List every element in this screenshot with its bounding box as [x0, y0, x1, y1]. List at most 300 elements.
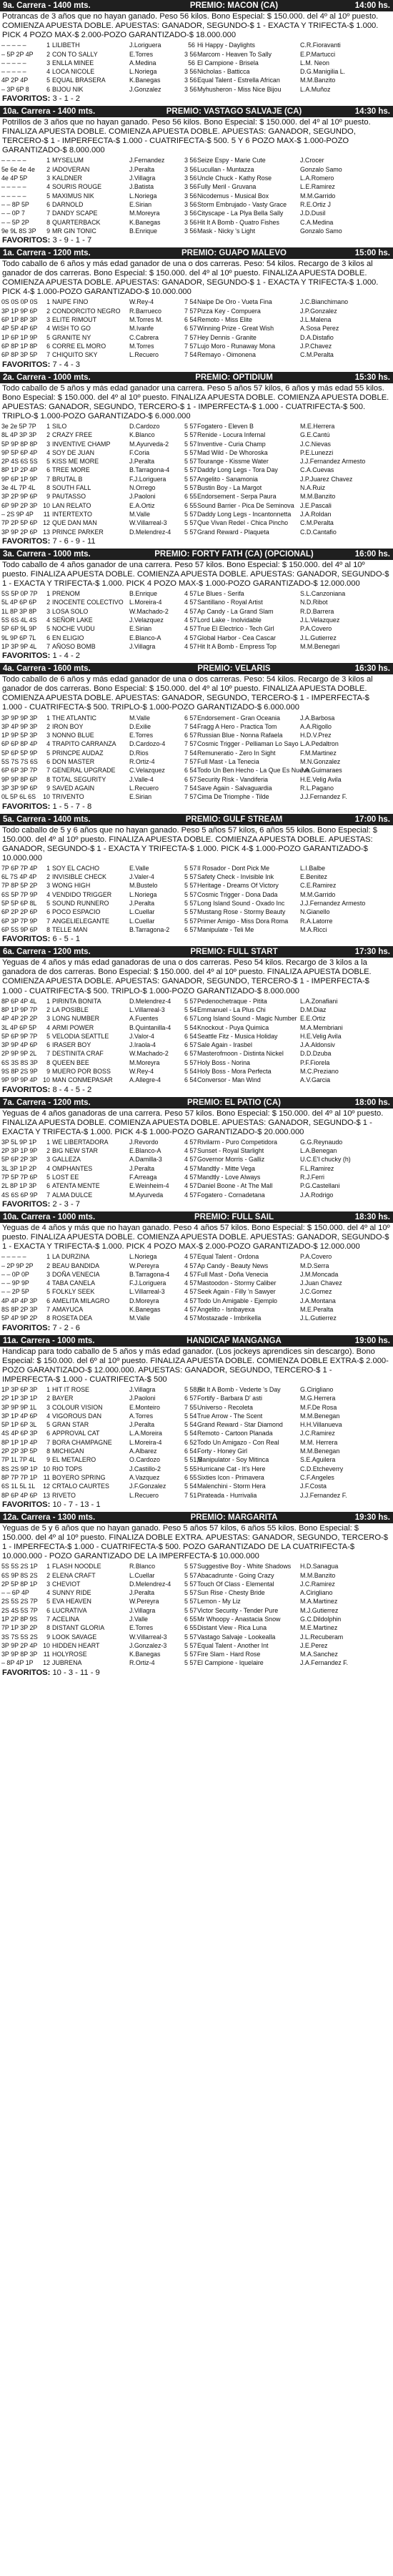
trainer: N.Gianello [300, 908, 330, 916]
age-weight: 5 57 [184, 1641, 197, 1649]
horse-name: ENLLA MINEE [52, 59, 94, 67]
trainer: Gonzalo Samo [300, 165, 342, 173]
favorites-label: FAVORITOS: [2, 1199, 51, 1209]
saddle-number: 9 [46, 784, 50, 792]
recent-form: 8S 2S 9P 1P [1, 1465, 38, 1473]
trainer: H.E.Velig Avila [300, 1032, 342, 1040]
saddle-number: 4 [46, 1279, 50, 1287]
table-row [0, 1270, 393, 1279]
saddle-number: 4 [46, 325, 50, 333]
age-weight: 4 57 [184, 1314, 197, 1322]
recent-form: 2P 9P 9P 2L [1, 1050, 37, 1058]
table-row [0, 1146, 393, 1155]
sire-dam: Full Mast - Doña Venecia [197, 1270, 269, 1278]
sire-dam: Lujo Moro - Runaway Mona [197, 342, 276, 350]
race-time: 16:00 hs. [354, 549, 390, 559]
saddle-number: 5 [46, 192, 50, 200]
trainer: F.M.Martinez [300, 749, 337, 757]
trainer: D.A.Distafio [300, 333, 334, 341]
race-header [0, 1512, 393, 1523]
recent-form: 4S 4P 6P 3P [1, 1430, 38, 1437]
trainer: S.L.Canzoniana [300, 590, 346, 598]
table-row [0, 1155, 393, 1164]
sire-dam: Touch Of Class - Elemental [197, 1580, 274, 1588]
recent-form: 5P 6P 2P 3P [1, 1156, 38, 1164]
favorites-value: 7 - 2 - 6 [52, 1323, 81, 1332]
race-block [0, 814, 393, 947]
table-row [0, 1606, 393, 1615]
table-row [0, 634, 393, 642]
sire-dam: Remayo - Oimonena [197, 351, 256, 359]
saddle-number: 5 [46, 458, 50, 466]
recent-form: 5S 5S 2S 1P [1, 1563, 38, 1570]
age-weight: 3 56 [184, 210, 197, 217]
age-weight: 6 55 [184, 501, 197, 509]
recent-form: 5S 6S 4L 4S [1, 616, 37, 624]
age-weight: 5 57 [184, 908, 197, 916]
sire-dam: Ap Candy - La Grand Slam [197, 607, 274, 615]
jockey: B.Tarragona-4 [129, 466, 170, 474]
horse-name: MYSELUM [52, 157, 84, 164]
table-row [0, 1181, 393, 1190]
jockey: M.Valle [129, 510, 150, 518]
sire-dam: El Campione - Brisela [197, 59, 259, 67]
saddle-number: 7 [46, 1050, 50, 1058]
table-row [0, 1076, 393, 1084]
race-time: 14:30 hs. [354, 107, 390, 117]
jockey: M.Ivanfe [129, 325, 154, 333]
trainer: M.M. Herrera [300, 1438, 338, 1446]
age-weight: 4 57 [184, 607, 197, 615]
sire-dam: Sale Again - Irasbel [197, 1041, 252, 1049]
race-premio: PREMIO: EL PATIO (CA) [187, 1098, 281, 1107]
jockey: R.Ortiz-4 [129, 1659, 155, 1667]
jockey: W.Villarreal-3 [129, 1633, 167, 1641]
horse-name: MICHIGAN [52, 1447, 84, 1455]
jockey: D.Melendrez-4 [129, 1580, 171, 1588]
sire-dam: Mr Whoopy - Anastacia Snow [197, 1616, 281, 1623]
trainer: E.P.Martucci [300, 50, 336, 58]
race-premio: PREMIO: FULL START [190, 948, 278, 957]
horse-name: DESTINITA CRAF [52, 1050, 104, 1058]
sire-dam: Manipulator - Soy Mitinca [197, 1456, 269, 1464]
horse-name: SEÑOR LAKE [52, 616, 93, 624]
jockey: A.Medina [129, 59, 156, 67]
sire-dam: Que Vivan Redel - Chica Pincho [197, 519, 289, 527]
saddle-number: 2 [46, 599, 50, 606]
recent-form: 8L 4P 3P 3P [1, 431, 37, 439]
saddle-number: 10 [43, 1465, 50, 1473]
sire-dam: Winning Prize - Great Wish [197, 325, 274, 333]
jockey: J.Peralta [129, 1164, 155, 1172]
jockey: E.Blanco-A [129, 1147, 161, 1155]
horse-name: TOTAL SEGURITY [52, 775, 106, 783]
sire-dam: Long Island Sound - Oxado Inc [197, 900, 285, 908]
recent-form: 9P 6P 1P 9P [1, 475, 38, 483]
horse-name: BOYERO SPRING [52, 1473, 106, 1481]
trainer: L.A.Benegan [300, 1147, 337, 1155]
table-row [0, 872, 393, 881]
table-row [0, 1058, 393, 1067]
table-row [0, 1597, 393, 1606]
saddle-number: 2 [46, 1262, 50, 1269]
recent-form: 3P 1P 9P 6P [1, 307, 38, 315]
recent-form: 3P 2P 9P 6P [1, 493, 38, 501]
age-weight: 7 57 [184, 333, 197, 341]
horse-name: SILO [52, 422, 67, 430]
sire-dam: Hi Happy - Daylights [197, 41, 255, 49]
entries-table [0, 1385, 393, 1500]
saddle-number: 3 [46, 440, 50, 448]
table-row [0, 1297, 393, 1305]
jockey: J.Valor-4 [129, 1032, 154, 1040]
favorites-line [0, 934, 393, 946]
trainer: A.A.Rigollo [300, 722, 332, 730]
trainer: J.M.Moncada [300, 1270, 339, 1278]
recent-form: 4P 2P 4P [1, 77, 29, 84]
horse-name: BORA CHAMPAGNE [52, 1438, 112, 1446]
table-row [0, 1014, 393, 1023]
recent-form: 9S 8P 2S 9P [1, 1068, 38, 1075]
saddle-number: 3 [46, 607, 50, 615]
saddle-number: 7 [46, 1616, 50, 1623]
table-row [0, 1164, 393, 1173]
horse-name: ELENA CRAFT [52, 1571, 96, 1579]
entries-table [0, 1562, 393, 1668]
sire-dam: Equal Talent - Estrella African [197, 77, 280, 84]
recent-form: 6S 9P 8S 2S [1, 1571, 38, 1579]
saddle-number: 9 [46, 1456, 50, 1464]
recent-form: 5P 6P 9L 9P [1, 625, 37, 633]
race-title: 7a. Carrera - 1200 mts. [3, 1098, 91, 1107]
jockey: E.Monteiro [129, 1403, 160, 1411]
trainer: P.A.Covero [300, 625, 332, 633]
trainer: M.E.Herrera [300, 422, 335, 430]
saddle-number: 2 [46, 873, 50, 881]
jockey: E.A.Ortiz [129, 501, 155, 509]
trainer: C.D.Cantafio [300, 528, 337, 536]
trainer: J.A.Montana [300, 1297, 336, 1304]
trainer: L.M. Neon [300, 59, 329, 67]
age-weight: 4 57 [184, 642, 197, 650]
trainer: R.J.Ferri [300, 1174, 325, 1181]
saddle-number: 1 [46, 298, 50, 306]
saddle-number: 8 [46, 1314, 50, 1322]
sire-dam: Storm Embrujado - Vasty Grace [197, 200, 287, 208]
horse-name: SOUTH FALL [52, 484, 91, 492]
table-row [0, 440, 393, 448]
recent-form: 7P 8P 5P 2P [1, 882, 38, 890]
recent-form: 2P 5P 8P 1P [1, 1580, 38, 1588]
jockey: J.Fernandez [129, 157, 165, 164]
saddle-number: 1 [46, 864, 50, 872]
saddle-number: 8 [46, 218, 50, 226]
jockey: F.J.Loriguera [129, 1279, 166, 1287]
race-header [0, 247, 393, 259]
table-row [0, 1287, 393, 1296]
jockey: W.Rey-4 [129, 298, 154, 306]
saddle-number: 1 [46, 1385, 50, 1393]
table-row [0, 315, 393, 324]
race-premio: PREMIO: GUAPO MALEVO [181, 249, 287, 258]
jockey: L.Recuero [129, 351, 159, 359]
horse-name: HIT IT ROSE [52, 1385, 89, 1393]
horse-name: TRIVENTO [52, 793, 84, 801]
table-row [0, 448, 393, 457]
jockey: M.Bustelo [129, 882, 158, 890]
recent-form: – 8P 4P 1P [1, 1659, 34, 1667]
age-weight: 6 55 [184, 1616, 197, 1623]
trainer: J.L.Gutierrez [300, 1314, 337, 1322]
jockey: M.Valle [129, 1314, 150, 1322]
horse-name: AMAYUCA [52, 1306, 84, 1314]
horse-name: EL METALERO [52, 1456, 96, 1464]
sire-dam: Hit It A Bomb - Vederte 's Day [197, 1385, 281, 1393]
age-weight: 6 54 [184, 316, 197, 324]
favorites-label: FAVORITOS: [2, 1668, 51, 1677]
jockey: W.Machado-2 [129, 607, 169, 615]
recent-form: – – – – – [1, 183, 26, 191]
horse-name: ALMA DULCE [52, 1191, 93, 1199]
favorites-value: 1 - 5 - 7 - 8 [52, 802, 92, 811]
entries-table [0, 1138, 393, 1199]
favorites-label: FAVORITOS: [2, 652, 51, 661]
age-weight: 3 56 [184, 68, 197, 76]
recent-form: 6P 8P 3P 5P [1, 351, 38, 359]
trainer: E.Benitez [300, 873, 327, 881]
saddle-number: 6 [46, 908, 50, 916]
recent-form: 9e 9L 8S 3P [1, 227, 36, 235]
sire-dam: Remoto - Miss Elite [197, 316, 252, 324]
sire-dam: Daddy Long Legs - Incantonnetta [197, 510, 292, 518]
sire-dam: Cima De Triomphe - Tilde [197, 793, 269, 801]
recent-form: 9L 9P 6P 7L [1, 634, 36, 641]
jockey: J.Velazquez [129, 616, 164, 624]
table-row [0, 59, 393, 67]
sire-dam: Mad Wild - De Whoroska [197, 448, 268, 456]
horse-name: PRINCPE AUDAZ [52, 749, 104, 757]
horse-name: INVENTIVE CHAMP [52, 440, 111, 448]
entries-table [0, 589, 393, 651]
recent-form: 1P 6P 1P 9P [1, 333, 38, 341]
recent-form: 2P 3P 1P 9P [1, 1147, 38, 1155]
sire-dam: Full Mast - La Tenecia [197, 758, 259, 766]
recent-form: 2P 4S 6S 5S [1, 458, 38, 466]
recent-form: 5S 5P 0P 7P [1, 590, 38, 598]
jockey: J.Peralta [129, 900, 155, 908]
saddle-number: 12 [43, 1483, 50, 1490]
horse-name: LOST EE [52, 1174, 79, 1181]
race-time: 14:00 hs. [354, 1, 390, 10]
race-title: 4a. Carrera - 1600 mts. [3, 664, 91, 674]
horse-name: KISS ME MORE [52, 458, 99, 466]
recent-form: 4P 4P 4P 3P [1, 1297, 38, 1304]
race-block [0, 247, 393, 371]
trainer: J.L.Gutierrez [300, 634, 337, 641]
jockey: J.Gonzalez-3 [129, 1641, 167, 1649]
table-row [0, 165, 393, 174]
saddle-number: 8 [46, 925, 50, 933]
recent-form: 3P 1P 4P 6P [1, 1412, 38, 1420]
saddle-number: 7 [46, 210, 50, 217]
sire-dam: Naipe De Oro - Vueta Fina [197, 298, 272, 306]
trainer: E.E.Ortiz [300, 1015, 326, 1023]
horse-name: LILIBETH [52, 41, 80, 49]
age-weight: 4 57 [184, 1253, 197, 1261]
saddle-number: 10 [43, 1076, 50, 1084]
saddle-number: 4 [46, 890, 50, 898]
recent-form: 1P 2P 8P 9S [1, 1616, 38, 1623]
jockey: L.Villarreal-3 [129, 1006, 165, 1013]
saddle-number: 11 [43, 1473, 50, 1481]
recent-form: 6L 7S 4P 4P [1, 873, 37, 881]
sire-dam: Hit It A Bomb - Empress Top [197, 642, 277, 650]
favorites-label: FAVORITOS: [2, 236, 51, 245]
race-time: 18:00 hs. [354, 1098, 390, 1107]
sire-dam: Distant View - Rica Luna [197, 1624, 267, 1632]
saddle-number: 4 [46, 68, 50, 76]
jockey: A.Fuentes [129, 1015, 159, 1023]
horse-name: HOLYROSE [52, 1651, 87, 1658]
trainer: M.C.Preziano [300, 1068, 339, 1075]
age-weight: 5 57 [184, 1598, 197, 1606]
table-row [0, 1438, 393, 1447]
saddle-number: 2 [46, 1571, 50, 1579]
age-weight: 5 54 [184, 1483, 197, 1490]
trainer: J.J.Fernandez F. [300, 793, 347, 801]
race-time: 17:00 hs. [354, 815, 390, 824]
horse-name: NAIPE FINO [52, 298, 89, 306]
sire-dam: Mask - Nicky 's Light [197, 227, 256, 235]
race-block [0, 372, 393, 549]
recent-form: 7P 5P 7P 6P [1, 1174, 38, 1181]
age-weight: 4 57 [184, 1182, 197, 1190]
sire-dam: Cityscape - La Plya Bella Sally [197, 210, 284, 217]
race-title: 3a. Carrera - 1000 mts. [3, 549, 91, 559]
sire-dam: Daddy Long Legs - Tora Day [197, 466, 278, 474]
jockey: B.Enrique [129, 227, 157, 235]
jockey: C.Velazquez [129, 767, 165, 775]
sire-dam: Grand Reward - Star Diamond [197, 1421, 283, 1429]
age-weight: 4 57 [184, 1174, 197, 1181]
age-weight: 6 57 [184, 925, 197, 933]
race-time: 19:30 hs. [354, 1513, 390, 1522]
recent-form: 2P 1P 3P 1P [1, 1395, 38, 1402]
horse-name: INVISIBLE CHECK [52, 873, 106, 881]
horse-name: TABA CANELA [52, 1279, 96, 1287]
saddle-number: 5 [46, 1174, 50, 1181]
sire-dam: Remoto - Cartoon Planada [197, 1430, 273, 1437]
jockey: E.Sirian [129, 793, 152, 801]
age-weight: 4 57 [184, 1306, 197, 1314]
trainer: H.E.Velig Avila [300, 775, 342, 783]
saddle-number: 8 [46, 1447, 50, 1455]
table-row [0, 227, 393, 235]
recent-form: 2L 8P 1P 3P [1, 1182, 37, 1190]
jockey: J.Peralta [129, 1589, 155, 1597]
table-row [0, 1491, 393, 1500]
race-time: 15:00 hs. [354, 249, 390, 258]
sire-dam: Fogatero - Cornadetana [197, 1191, 265, 1199]
saddle-number: 2 [46, 1006, 50, 1013]
saddle-number: 7 [46, 351, 50, 359]
race-block [0, 106, 393, 247]
trainer: Gonzalo Samo [300, 227, 342, 235]
table-row [0, 1650, 393, 1658]
age-weight: 56 [188, 41, 195, 49]
horse-name: SOURIS ROUGE [52, 183, 102, 191]
jockey: J.Revordo [129, 1138, 159, 1146]
jockey: W.Rey-4 [129, 1068, 154, 1075]
trainer: M.A.Sanchez [300, 1651, 338, 1658]
table-row [0, 607, 393, 616]
trainer: M.M.Garrido [300, 192, 336, 200]
age-weight: 5 54 [184, 1068, 197, 1075]
favorites-line [0, 1199, 393, 1211]
jockey: J.Loriguera [129, 41, 161, 49]
age-weight: 7 57 [184, 307, 197, 315]
trainer: J.F.Costa [300, 1483, 327, 1490]
race-conditions: Handicap para todo caballo de 5 años y más edad ganador. (Los jockeys aprendices sin descargo). Bono Especial: $ 150.000. del 6º al 10º puesto. FINALIZA APUESTA DOBLE. COMIENZA DOBLE EXTRA-$ 2.000-POZO GARANTIZADO-$ 12.000.000. APUESTAS: GANADOR, SEGUNDO, TERCERO-$ 1 - IMPERFECTA-$ 1.000 - CUATRIFECTA-$ 500 [2, 1347, 389, 1384]
favorites-value: 7 - 4 - 3 [52, 360, 81, 369]
recent-form: 3P 9P 8P 3P [1, 1651, 38, 1658]
jockey: J.Paoloni [129, 493, 156, 501]
recent-form: 5P 1P 6P 3L [1, 1421, 37, 1429]
sire-dam: Global Harbor - Cea Cascar [197, 634, 276, 641]
table-row [0, 1641, 393, 1650]
sire-dam: Manipulate - Teli Me [197, 925, 254, 933]
horse-name: SOUND RUNNERO [52, 900, 109, 908]
table-row [0, 997, 393, 1006]
saddle-number: 4 [46, 183, 50, 191]
race-block [0, 549, 393, 663]
horse-name: HIDDEN HEART [52, 1641, 100, 1649]
trainer: R.L.Pagano [300, 784, 334, 792]
table-row [0, 1571, 393, 1580]
horse-name: SOY EL CACHO [52, 864, 100, 872]
recent-form: 7P 1P 3P 2P [1, 1624, 38, 1632]
trainer: J.D.Dusil [300, 210, 326, 217]
horse-name: CHIQUITO SKY [52, 351, 98, 359]
saddle-number: 5 [46, 1598, 50, 1606]
recent-form: 3e 2e 5P 7P [1, 422, 36, 430]
table-row [0, 908, 393, 916]
age-weight: 5 57 [184, 484, 197, 492]
jockey: A.Damilla-3 [129, 1156, 162, 1164]
table-row [0, 714, 393, 722]
recent-form: – – – – – [1, 192, 26, 200]
age-weight: 5 57 [184, 864, 197, 872]
trainer: L.A.Muñoz [300, 85, 331, 93]
jockey: J.Peralta [129, 1421, 155, 1429]
age-weight: 4 57 [184, 1270, 197, 1278]
sire-dam: Angelito - Sanamonia [197, 475, 258, 483]
trainer: J.L.Recuberam [300, 1633, 344, 1641]
horse-name: LUCRATIVA [52, 1606, 87, 1614]
recent-form: 7P 2P 5P 6P [1, 519, 38, 527]
race-block [0, 1512, 393, 1680]
saddle-number: 1 [46, 1253, 50, 1261]
horse-name: KALDNER [52, 174, 82, 182]
saddle-number: 11 [43, 510, 50, 518]
horse-name: NOCHE VUDU [52, 625, 95, 633]
horse-name: WISH TO GO [52, 325, 91, 333]
race-header [0, 1335, 393, 1347]
horse-name: MR GIN TONIC [52, 227, 96, 235]
horse-name: PIRINTA BONITA [52, 997, 101, 1005]
trainer: J.P.Juarez Chavez [300, 475, 353, 483]
recent-form: 4P 4P 2P 2P [1, 1015, 38, 1023]
